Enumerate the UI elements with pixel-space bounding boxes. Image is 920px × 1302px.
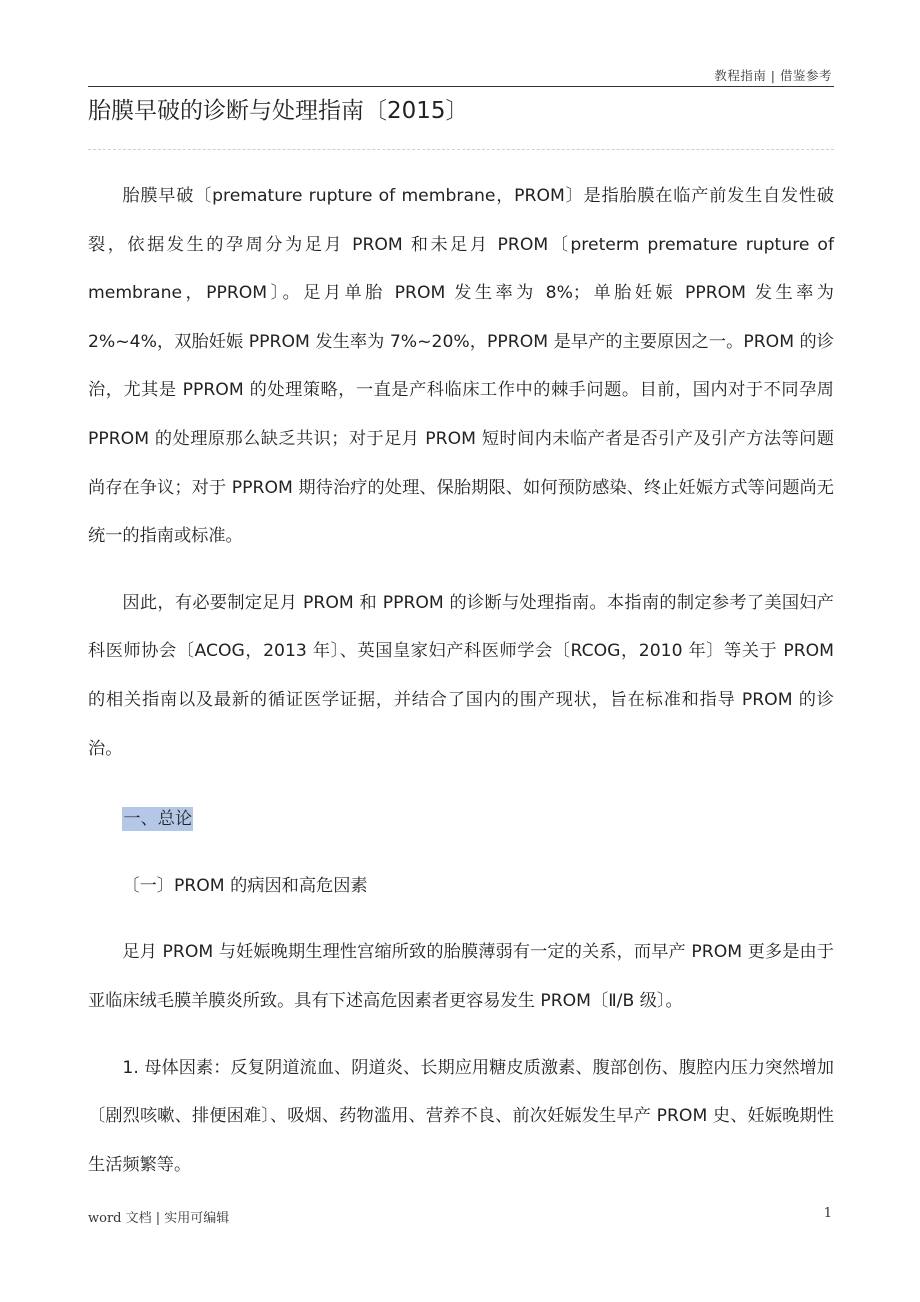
header-rule [88,86,834,87]
section-heading-text: 一、总论 [123,809,193,830]
paragraph-etiology: 足月 PROM 与妊娠晚期生理性宫缩所致的胎膜薄弱有一定的关系，而早产 PROM 更多是由于亚临床绒毛膜羊膜炎所致。具有下述高危因素者更容易发生 PROM〔Ⅱ/B 级〕。 [88,942,834,1011]
page-title: 胎膜早破的诊断与处理指南〔2015〕 [88,98,469,124]
paragraph-purpose: 因此，有必要制定足月 PROM 和 PPROM 的诊断与处理指南。本指南的制定参考了美国妇产科医师协会〔ACOG，2013 年〕、英国皇家妇产科医师学会〔RCOG，2010 年〕等关于 PROM 的相关指南以及最新的循证医学证据，并结合了国内的围产现状，旨在标准和指导 PROM 的诊治。 [88,592,834,759]
title-divider [88,149,834,150]
subsection-heading: 〔一〕PROM 的病因和高危因素 [122,875,368,896]
page-footer: word 文档 | 实用可编辑 [88,1211,230,1226]
paragraph-intro: 胎膜早破〔premature rupture of membrane，PROM〕是指胎膜在临产前发生自发性破裂，依据发生的孕周分为足月 PROM 和未足月 PROM〔preterm premature rupture of membrane，PPROM〕。足月单胎 PROM 发生率为 8%；单胎妊娠 PPROM 发生率为 2%~4%，双胎妊娠 PPROM 发生率为 7%~20%，PPROM 是早产的主要原因之一。PROM 的诊治，尤其是 PPROM 的处理策略，一直是产科临床工作中的棘手问题。目前，国内对于不同孕周 PPROM 的处理原那么缺乏共识；对于足月 PROM 短时间内未临产者是否引产及引产方法等问题尚存在争议；对于 PPROM 期待治疗的处理、保胎期限、如何预防感染、终止妊娠方式等问题尚无统一的指南或标准。 [88,186,834,547]
page-number: 1 [823,1206,832,1221]
paragraph-maternal-factors: 1. 母体因素：反复阴道流血、阴道炎、长期应用糖皮质激素、腹部创伤、腹腔内压力突然增加〔剧烈咳嗽、排便困难〕、吸烟、药物滥用、营养不良、前次妊娠发生早产 PROM 史、妊娠晚期性生活频繁等。 [88,1057,834,1175]
document-body [88,172,834,1189]
section-heading [88,795,834,844]
page-header: 教程指南 | 借鉴参考 [714,68,832,83]
